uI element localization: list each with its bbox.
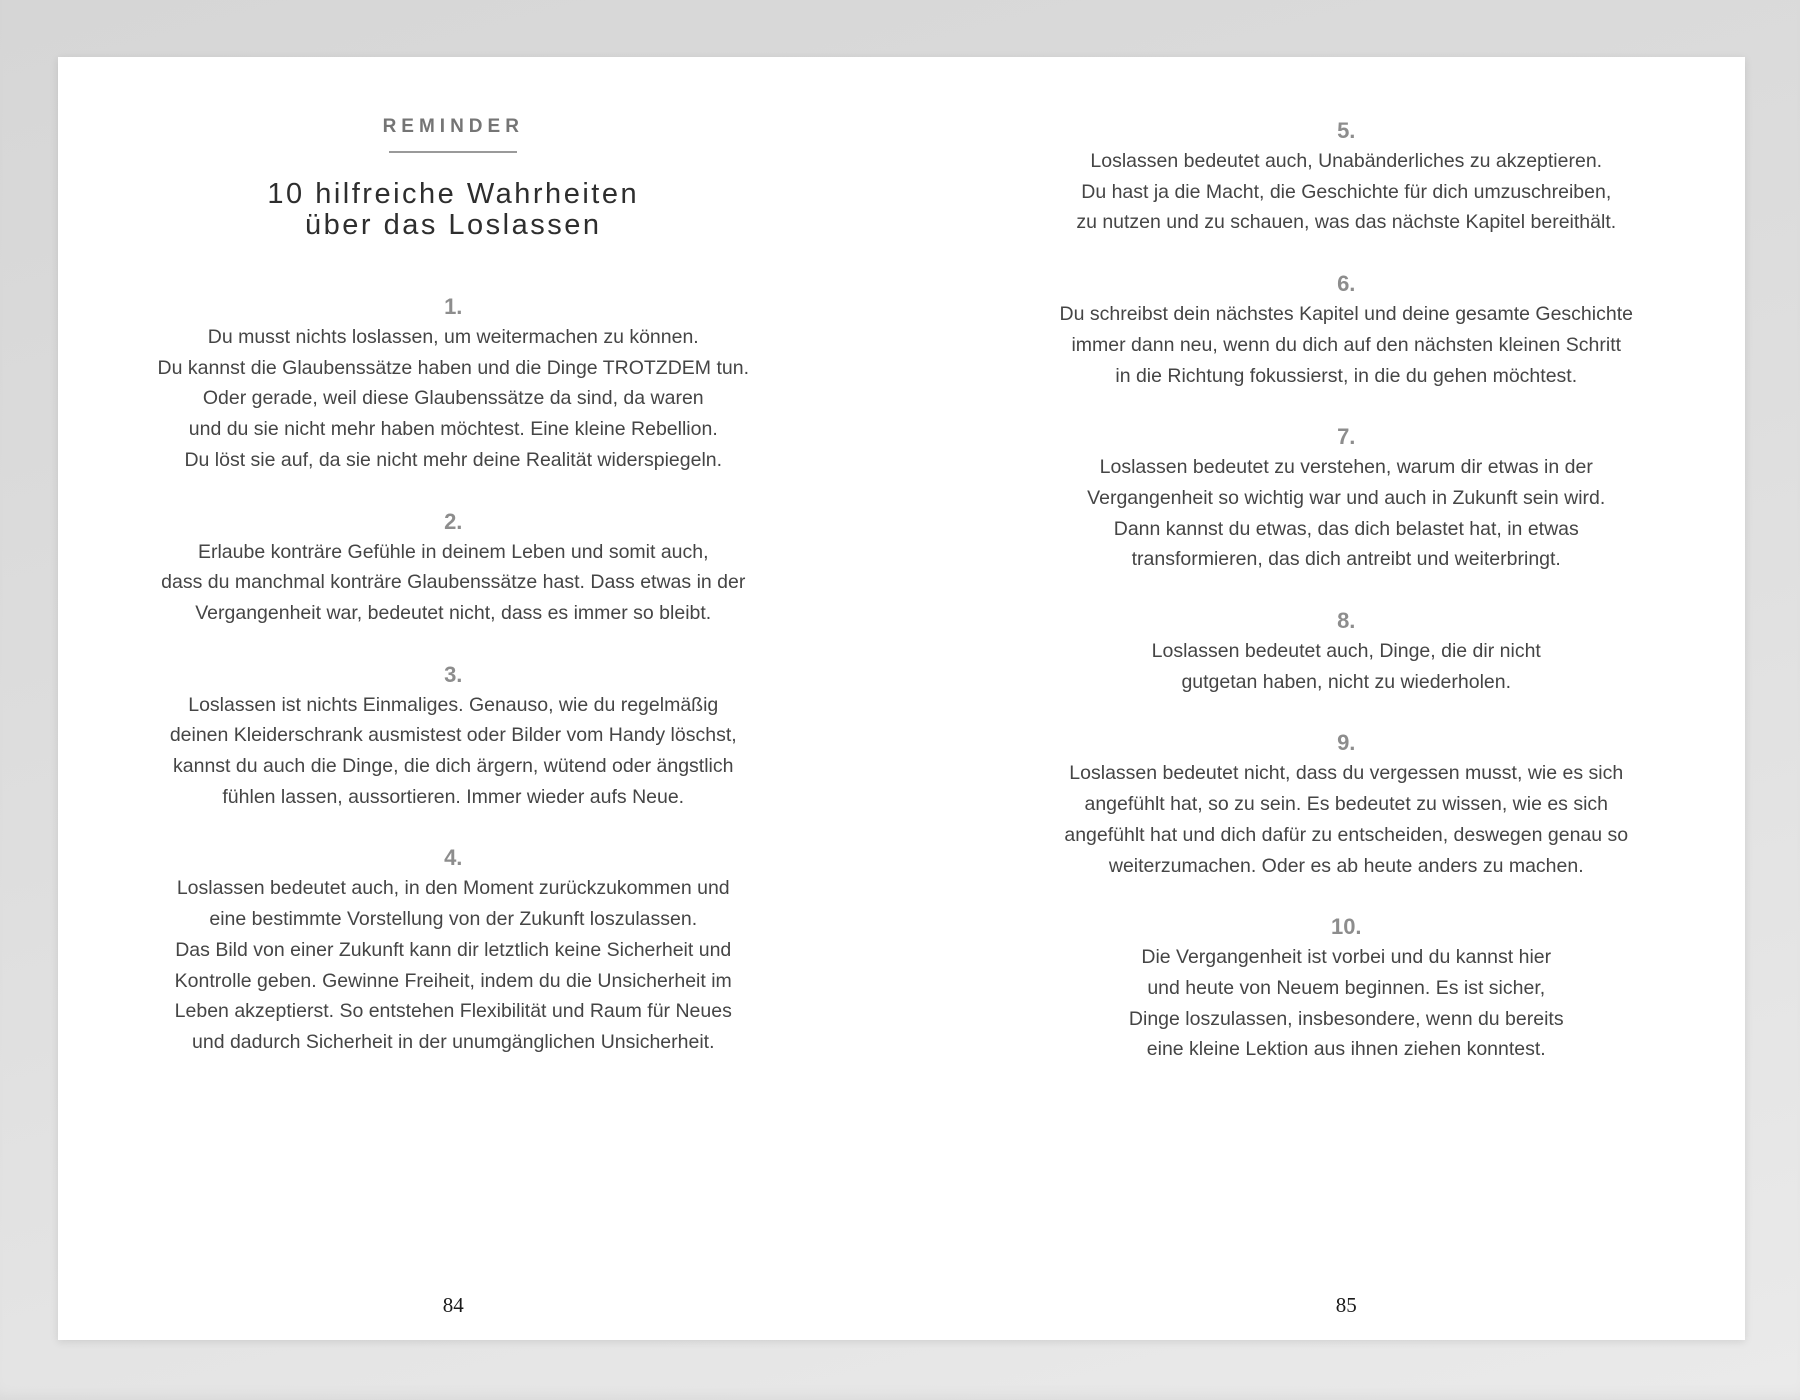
section-line: Das Bild von einer Zukunft kann dir letztlich keine Sicherheit und <box>175 938 732 961</box>
page-left <box>58 57 902 1340</box>
truth-section <box>1019 115 1675 238</box>
page-title <box>115 179 792 241</box>
chapter-kicker: REMINDER <box>382 116 524 137</box>
section-line: Dinge loszulassen, insbesondere, wenn du bereits <box>1128 1007 1564 1030</box>
book-spread <box>58 57 1745 1340</box>
truth-section <box>1019 727 1675 881</box>
truth-section <box>1019 605 1675 697</box>
truth-section <box>115 842 792 1057</box>
section-line: gutgetan haben, nicht zu wiederholen. <box>1181 670 1512 693</box>
section-line: Loslassen bedeutet nicht, dass du vergessen musst, wie es sich <box>1069 762 1624 785</box>
section-line: Du löst sie auf, da sie nicht mehr deine Realität widerspiegeln. <box>184 448 723 471</box>
section-line: Dann kannst du etwas, das dich belastet hat, in etwas <box>1113 517 1579 540</box>
left-page-sections <box>115 291 792 1088</box>
truth-section <box>115 659 792 813</box>
section-number: 8. <box>1337 608 1356 634</box>
section-line: angefühlt hat, so zu sein. Es bedeutet zu wissen, wie es sich <box>1084 793 1609 816</box>
section-line: eine bestimmte Vorstellung von der Zukunft loszulassen. <box>209 908 698 931</box>
truth-section <box>1019 911 1675 1065</box>
section-number: 7. <box>1337 424 1356 450</box>
section-line: Leben akzeptierst. So entstehen Flexibilität und Raum für Neues <box>174 1000 732 1023</box>
section-line: Du schreibst dein nächstes Kapitel und deine gesamte Geschichte <box>1059 303 1633 326</box>
section-number: 10. <box>1330 914 1362 940</box>
page-title-line1: 10 hilfreiche Wahrheiten <box>267 178 640 210</box>
section-line: angefühlt hat und dich dafür zu entscheiden, deswegen genau so <box>1064 823 1629 846</box>
section-line: Loslassen bedeutet auch, in den Moment zurückzukommen und <box>176 877 730 900</box>
truth-section <box>1019 268 1675 391</box>
section-line: Loslassen bedeutet zu verstehen, warum dir etwas in der <box>1099 456 1593 479</box>
section-line: Die Vergangenheit ist vorbei und du kannst hier <box>1141 946 1552 969</box>
section-line: Kontrolle geben. Gewinne Freiheit, indem du die Unsicherheit im <box>174 969 732 992</box>
section-line: kannst du auch die Dinge, die dich ärgern, wütend oder ängstlich <box>173 755 734 778</box>
section-line: Loslassen ist nichts Einmaliges. Genauso, wie du regelmäßig <box>188 693 719 716</box>
section-line: eine kleine Lektion aus ihnen ziehen konntest. <box>1146 1038 1546 1061</box>
section-line: Vergangenheit war, bedeutet nicht, dass es immer so bleibt. <box>195 601 712 624</box>
section-number: 4. <box>444 845 463 871</box>
section-number: 1. <box>444 294 463 319</box>
section-line: und du sie nicht mehr haben möchtest. Eine kleine Rebellion. <box>188 418 718 441</box>
section-line: und heute von Neuem beginnen. Es ist sicher, <box>1147 976 1546 999</box>
section-line: Du kannst die Glaubenssätze haben und die Dinge TROTZDEM tun. <box>157 356 749 379</box>
section-line: Loslassen bedeutet auch, Unabänderliches zu akzeptieren. <box>1090 150 1603 172</box>
page-number-left: 84 <box>442 1293 464 1317</box>
kicker-underline <box>389 151 517 153</box>
page-right <box>902 57 1746 1340</box>
section-number: 3. <box>444 661 463 687</box>
section-line: zu nutzen und zu schauen, was das nächste Kapitel bereithält. <box>1076 211 1617 234</box>
section-number: 2. <box>444 508 463 534</box>
section-number: 6. <box>1337 271 1356 297</box>
page-title-line2: über das Loslassen <box>305 209 602 241</box>
truth-section <box>115 506 792 629</box>
truth-section <box>1019 421 1675 575</box>
section-line: und dadurch Sicherheit in der unumgänglichen Unsicherheit. <box>192 1030 715 1053</box>
section-line: Erlaube konträre Gefühle in deinem Leben und somit auch, <box>197 540 709 563</box>
section-line: in die Richtung fokussierst, in die du gehen möchtest. <box>1115 364 1578 387</box>
section-line: transformieren, das dich antreibt und weiterbringt. <box>1131 548 1561 571</box>
section-line: Du hast ja die Macht, die Geschichte für dich umzuschreiben, <box>1081 180 1612 203</box>
section-line: weiterzumachen. Oder es ab heute anders zu machen. <box>1108 854 1584 877</box>
page-number-right: 85 <box>1335 1293 1357 1317</box>
right-page-sections <box>1019 115 1675 1095</box>
section-line: immer dann neu, wenn du dich auf den nächsten kleinen Schritt <box>1071 333 1622 356</box>
section-line: fühlen lassen, aussortieren. Immer wieder aufs Neue. <box>222 785 685 808</box>
section-number: 5. <box>1337 118 1356 143</box>
section-line: Du musst nichts loslassen, um weitermachen zu können. <box>207 326 699 348</box>
section-line: deinen Kleiderschrank ausmistest oder Bilder vom Handy löschst, <box>169 724 737 747</box>
section-line: dass du manchmal konträre Glaubenssätze hast. Dass etwas in der <box>161 571 746 594</box>
truth-section <box>115 291 792 476</box>
section-line: Oder gerade, weil diese Glaubenssätze da sind, da waren <box>202 387 704 410</box>
section-number: 9. <box>1337 730 1356 756</box>
section-line: Vergangenheit so wichtig war und auch in Zukunft sein wird. <box>1087 486 1606 509</box>
section-line: Loslassen bedeutet auch, Dinge, die dir nicht <box>1151 640 1541 663</box>
